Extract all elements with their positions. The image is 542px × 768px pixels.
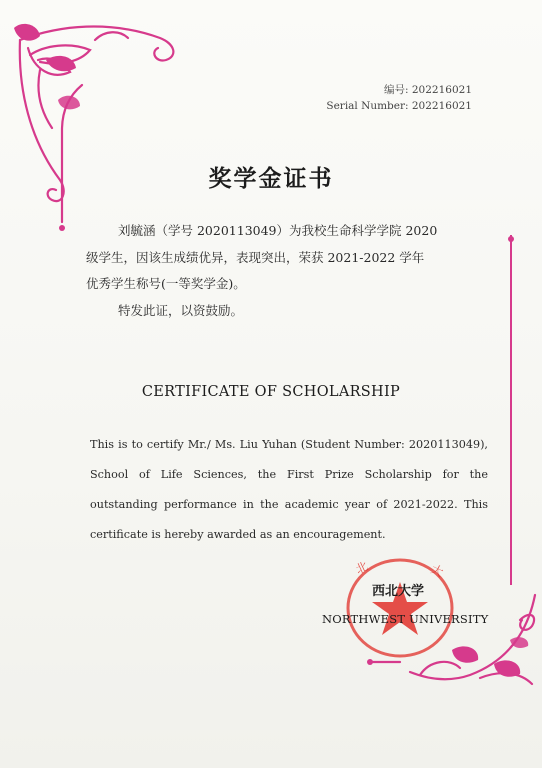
svg-text:北: 北: [353, 558, 371, 577]
certificate-title-cn: 奖学金证书: [208, 165, 334, 192]
certificate-body-cn: [86, 218, 466, 324]
body-cn-line-2: 级学生，因该生成绩优异，表现突出，荣获 2021-2022 学年: [86, 249, 425, 265]
serial-number-cn: 编号: 202216021: [384, 84, 472, 96]
certificate-title-en: CERTIFICATE OF SCHOLARSHIP: [141, 384, 401, 400]
body-en-text: This is to certify Mr./ Ms. Liu Yuhan (Student Number: 2020113049), School of Life Sciences, the First Prize Scholarship for the outstanding performance in the academic year of 2021-2022. This certificate is hereby awarded as an encouragement.: [90, 438, 488, 541]
body-cn-line-4: 特发此证，以资鼓励。: [118, 302, 244, 318]
serial-number-en: Serial Number: 202216021: [326, 100, 472, 112]
signature-en: NORTHWEST UNIVERSITY: [322, 612, 489, 626]
signature-cn: 西北大学: [372, 584, 425, 599]
body-cn-line-1: 刘毓涵（学号 2020113049）为我校生命科学学院 2020: [118, 223, 438, 238]
svg-text:大: 大: [428, 562, 446, 580]
body-cn-line-3: 优秀学生称号(一等奖学金)。: [86, 276, 246, 291]
certificate-body-en: [90, 430, 488, 550]
top-left-ornament: [0, 0, 200, 240]
university-seal: [338, 552, 458, 662]
right-border-line: [505, 235, 517, 595]
